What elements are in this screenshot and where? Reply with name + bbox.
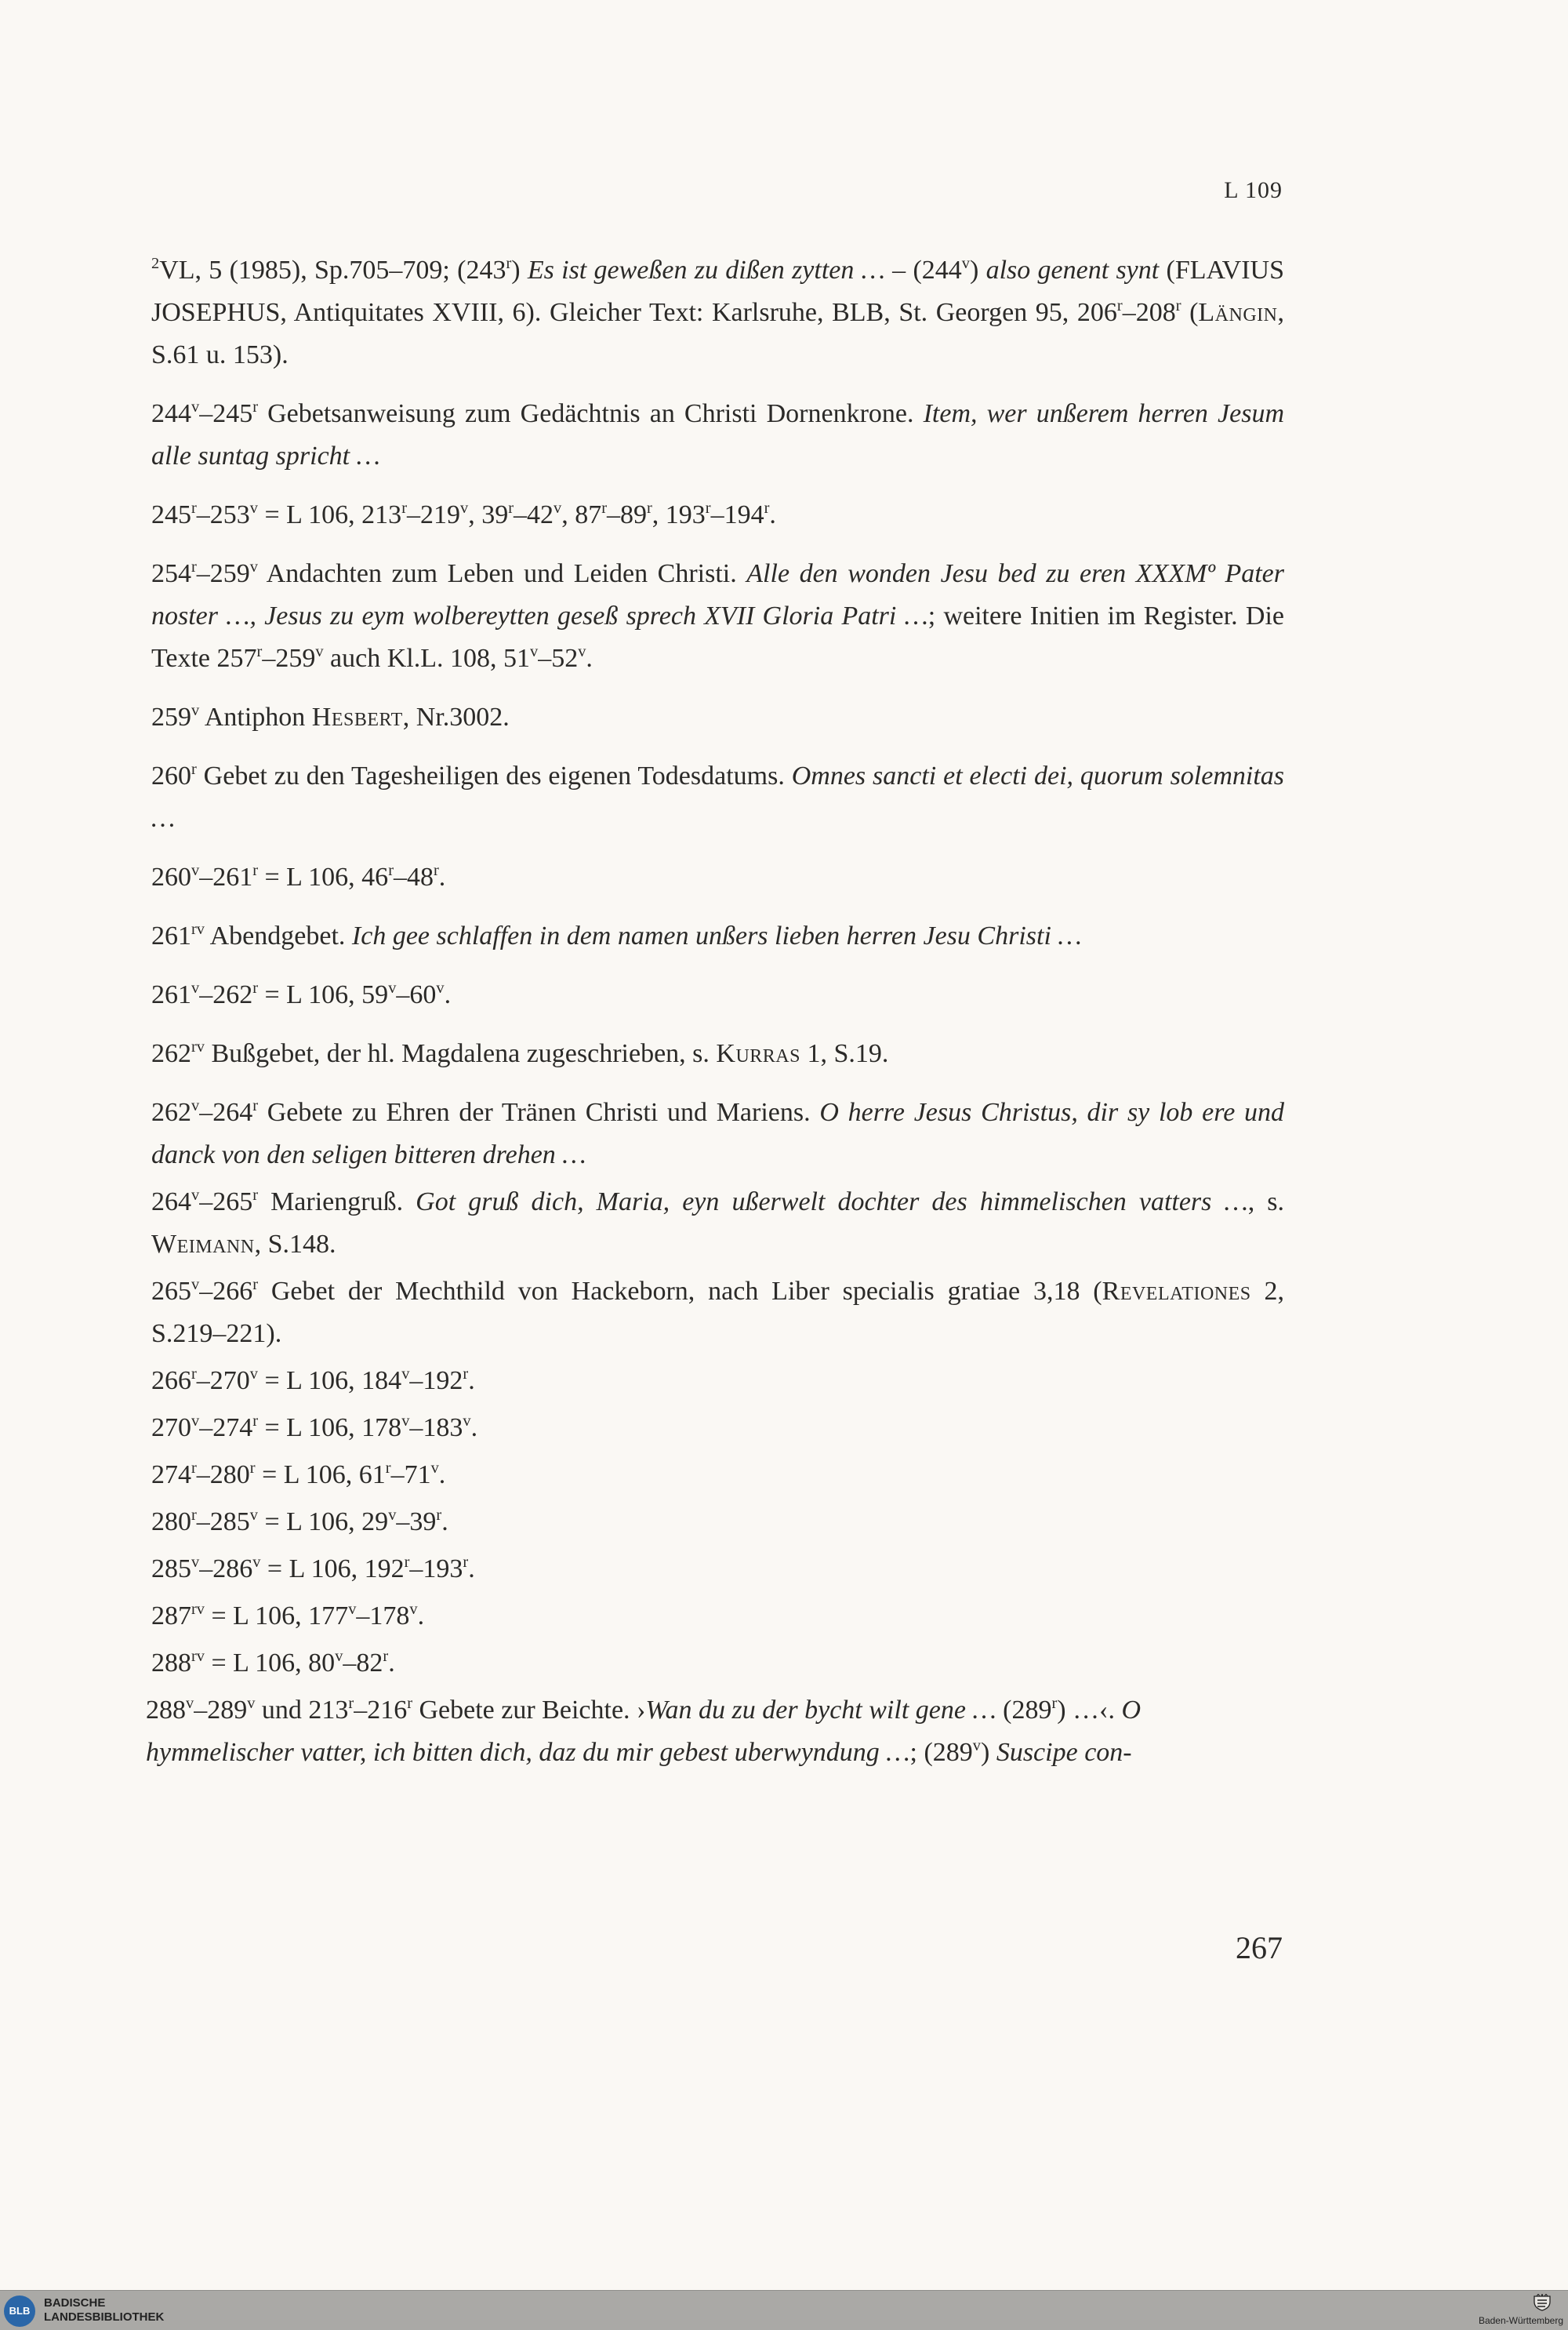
entry-paragraph (151, 1501, 1284, 1543)
concordance-line: $245^r-253^v = L$ 106, 213$^r$–219$^v$, 39$^r$–42$^v$, 87$^r$–89$^r$, 193$^r$–194$^r$. (151, 499, 776, 529)
concordance-line: $285^v-286^v = L$ 106, 192$^r$–193$^r$. (151, 1553, 475, 1583)
concordance-line: $280^r-285^v = L$ 106, 29$^v$–39$^r$. (151, 1506, 448, 1536)
entry-paragraph: $262^{rv}$ Bußgebet, der hl. Magdalena zugeschrieben, s. Kurras 1, S.19. (151, 1038, 889, 1068)
entry-paragraph: 262$^v$–264$^r$ Gebete zu Ehren der Tränen Christi und Mariens. O herre Jesus Christus, dir sy lob ere und danck von den seligen bitteren drehen … (151, 1096, 1285, 1169)
folio-ref: 264$^v$–265$^r$ (151, 1186, 258, 1216)
library-logo-icon[interactable]: BLB (4, 2295, 35, 2327)
concordance-line: $270^v-274^r = L$ 106, 178$^v$–183$^v$. (151, 1412, 478, 1442)
state-name: Baden-Württemberg (1478, 2315, 1563, 2326)
folio-ref: 288$^v$–289$^v$ und 213$^r$–216$^r$ (146, 1694, 412, 1725)
running-head: L 109 (1224, 177, 1283, 203)
folio-ref: 262$^v$–264$^r$ (151, 1096, 258, 1127)
entry-paragraph (151, 1548, 1284, 1590)
concordance-line: $260^v-261^r = L$ 106, 46$^r$–48$^r$. (151, 861, 446, 892)
entry-paragraph (151, 494, 1284, 536)
entry-paragraph (151, 856, 1284, 899)
entry-paragraph: 264$^v$–265$^r$ Mariengruß. Got gruß dich, Maria, eyn ußerwelt dochter des himmelischen vatters …, s. Weimann, S.148. (151, 1186, 1284, 1259)
entry-paragraph: 244$^v$–245$^r$ Gebetsanweisung zum Gedächtnis an Christi Dornenkrone. Item, wer unßerem herren Jesum alle suntag spricht … (151, 398, 1285, 471)
entry-paragraph (151, 1595, 1284, 1638)
footer-bar (0, 2290, 1568, 2330)
entry-paragraph: $261^{rv}$ Abendgebet. Ich gee schlaffen in dem namen unßers lieben herren Jesu Christi … (151, 920, 1082, 951)
folio-ref: $262^{rv}$ (151, 1038, 205, 1068)
entry-paragraph: 259$^v$ Antiphon Hesbert, Nr.3002. (151, 701, 510, 732)
entry-paragraph (151, 1407, 1284, 1449)
folio-ref: $261^{rv}$ (151, 920, 205, 951)
concordance-line: $287^{rv} = L$ 106, 177$^v$–178$^v$. (151, 1600, 425, 1630)
concordance-line: $261^v-262^r = L$ 106, 59$^v$–60$^v$. (151, 979, 452, 1009)
entry-paragraph (151, 1454, 1284, 1496)
entry-paragraph: 288$^v$–289$^v$ und 213$^r$–216$^r$ Gebete zur Beichte. ›Wan du zu der bycht wilt gene … (289$^r$) …‹. O hymmelischer vatter, ich bitten dich, daz du mir gebest uberwyndung …; (289$^v$) Suscipe con- (146, 1694, 1142, 1767)
concordance-line: $288^{rv} = L$ 106, 80$^v$–82$^r$. (151, 1647, 395, 1678)
folio-ref: 254$^r$–259$^v$ (151, 558, 258, 588)
entry-paragraph (151, 974, 1284, 1016)
library-name: BADISCHE LANDESBIBLIOTHEK (44, 2296, 165, 2324)
entry-paragraph: $^2$VL, 5 (1985), Sp.705–709; (243$^r$) Es ist geweßen zu dißen zytten … – (244$^v$) also genent synt (FLAVIUS JOSEPHUS, Antiquitates XVIII, 6). Gleicher Text: Karlsruhe, BLB, St. Georgen 95, 206$^r$–208$^r$ (Längin, S.61 u. 153). (151, 254, 1285, 369)
page-body (146, 249, 1285, 1790)
entry-paragraph: 265$^v$–266$^r$ Gebet der Mechthild von Hackeborn, nach Liber specialis gratiae 3,18 (Revelationes 2, S.219–221). (151, 1275, 1284, 1348)
concordance-line: $274^r-280^r = L$ 106, 61$^r$–71$^v$. (151, 1459, 446, 1489)
crest-icon (1532, 2294, 1552, 2311)
folio-ref: 265$^v$–266$^r$ (151, 1275, 258, 1306)
entry-paragraph: 254$^r$–259$^v$ Andachten zum Leben und Leiden Christi. Alle den wonden Jesu bed zu eren XXXMº Pater noster …, Jesus zu eym wolbereytten geseß sprech XVII Gloria Patri …; weitere Initien im Register. Die Texte 257$^r$–259$^v$ auch Kl.L. 108, 51$^v$–52$^v$. (151, 558, 1284, 673)
folio-ref: 260$^r$ (151, 760, 197, 791)
concordance-line: $266^r-270^v = L$ 106, 184$^v$–192$^r$. (151, 1365, 475, 1395)
entry-paragraph: 260$^r$ Gebet zu den Tagesheiligen des eigenen Todesdatums. Omnes sancti et electi dei, quorum solemnitas … (151, 760, 1285, 833)
entry-paragraph (151, 1360, 1284, 1402)
folio-ref: 259$^v$ (151, 701, 200, 732)
entry-paragraph (151, 1642, 1284, 1685)
folio-ref: 244$^v$–245$^r$ (151, 398, 258, 428)
page-number: 267 (1236, 1930, 1283, 1965)
